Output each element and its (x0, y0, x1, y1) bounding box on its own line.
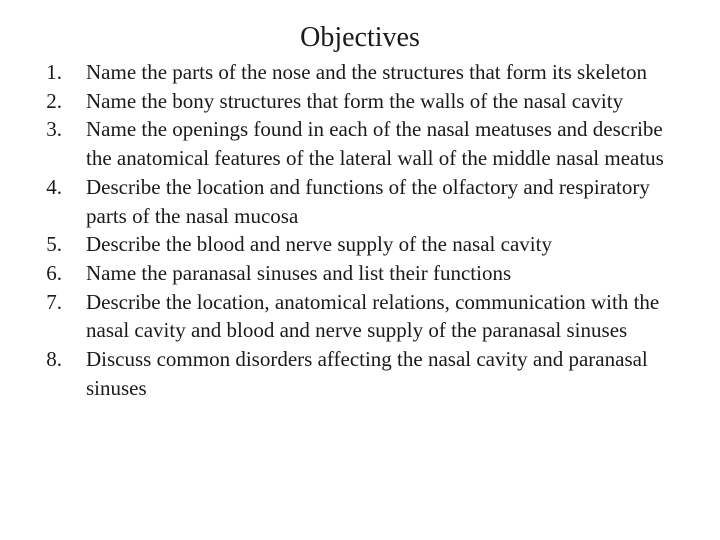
list-item (18, 173, 690, 230)
item-number: 3. (46, 117, 62, 142)
item-number: 8. (46, 347, 62, 372)
item-text: Describe the location, anatomical relations, communication with the nasal cavity and blood and nerve supply of the paranasal sinuses (86, 289, 660, 343)
item-number: 7. (46, 289, 62, 314)
item-text: Discuss common disorders affecting the nasal cavity and paranasal sinuses (86, 347, 648, 400)
objectives-list (18, 58, 690, 402)
item-number: 1. (46, 60, 62, 84)
item-number: 2. (46, 88, 62, 113)
slide-title: Objectives (300, 22, 420, 53)
list-item (18, 345, 690, 402)
item-text: Name the openings found in each of the nasal meatuses and describe the anatomical features of the lateral wall of the middle nasal meatus (86, 117, 664, 171)
item-number: 5. (46, 232, 62, 257)
item-number: 4. (46, 174, 62, 199)
list-item (18, 259, 690, 288)
list-item (18, 87, 690, 116)
item-text: Name the parts of the nose and the structures that form its skeleton (86, 60, 648, 84)
list-item (18, 58, 690, 87)
item-number: 6. (46, 260, 62, 285)
item-text: Name the paranasal sinuses and list their functions (86, 260, 512, 285)
item-text: Describe the blood and nerve supply of the nasal cavity (86, 232, 552, 257)
item-text: Name the bony structures that form the walls of the nasal cavity (86, 88, 624, 113)
item-text: Describe the location and functions of the olfactory and respiratory parts of the nasal mucosa (86, 174, 650, 228)
list-item (18, 115, 690, 172)
list-item (18, 230, 690, 259)
list-item (18, 288, 690, 345)
